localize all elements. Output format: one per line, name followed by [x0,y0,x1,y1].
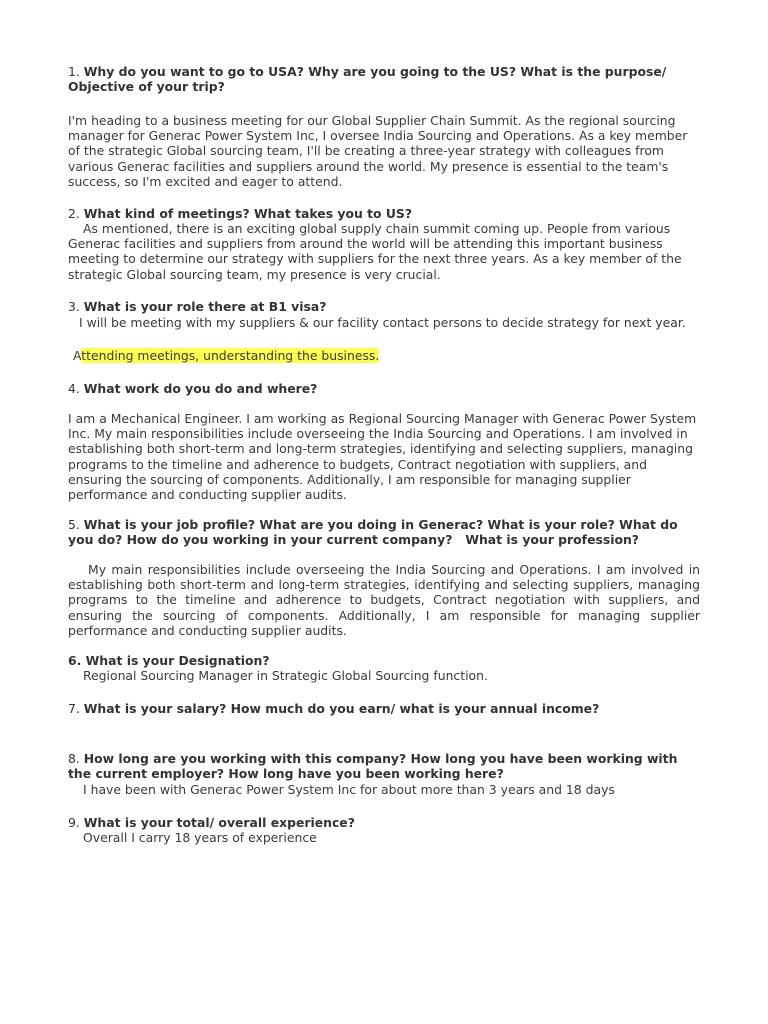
question-2-text: What kind of meetings? What takes you to US? [83,206,413,221]
answer-3-note [68,348,700,363]
answer-3-note-first-letter: A [73,348,82,363]
question-5 [68,517,700,547]
question-4 [68,381,700,396]
answer-4: I am a Mechanical Engineer. I am working as Regional Sourcing Manager with Generac Power System Inc. My main responsibilities include overseeing the India Sourcing and Operations. I am involved in establishing both short-term and long-term strategies, identifying and selecting suppliers, managing programs to the timeline and adherence to budgets, Contract negotiation with suppliers, and ensuring the sourcing of components. Additionally, I am responsible for managing supplier performance and conducting supplier audits. [68,411,697,503]
question-9 [68,815,700,830]
question-9-number: 9. [68,815,84,830]
question-9-text: What is your total/ overall experience? [83,815,355,830]
answer-9: Overall I carry 18 years of experience [83,830,317,845]
question-1-text: Why do you want to go to USA? Why are you going to the US? What is the purpose/ Objective of your trip? [68,64,667,95]
answer-2: As mentioned, there is an exciting global supply chain summit coming up. People from various Generac facilities and suppliers from around the world will be attending this important business meeting to determine our strategy with suppliers for the next three years. As a key member of the strategic Global sourcing team, my presence is very crucial. [68,221,682,282]
answer-8: I have been with Generac Power System Inc for about more than 3 years and 18 days [83,782,615,797]
question-3-number: 3. [68,299,84,314]
question-6: 6. What is your Designation? [68,653,270,668]
question-4-number: 4. [68,381,84,396]
question-5-text: What is your job profile? What are you doing in Generac? What is your role? What do you do? How do you working in your current company? What is your profession? [68,517,682,548]
question-8-text: How long are you working with this company? How long you have been working with the current employer? How long have you been working here? [68,751,678,782]
question-7 [68,701,700,716]
answer-3: I will be meeting with my suppliers & our facility contact persons to decide strategy for next year. [79,315,686,330]
question-5-number: 5. [68,517,84,532]
highlighted-text: ttending meetings, understanding the business. [81,348,380,363]
question-1 [68,64,700,94]
answer-6: Regional Sourcing Manager in Strategic Global Sourcing function. [83,668,488,683]
question-8 [68,751,700,781]
answer-5: My main responsibilities include overseeing the India Sourcing and Operations. I am involved in establishing both short-term and long-term strategies, identifying and selecting suppliers, managing programs to the timeline and adherence to budgets, Contract negotiation with suppliers, and ensuring the sourcing of components. Additionally, I am responsible for managing supplier performance and conducting supplier audits. [68,562,700,638]
question-1-number: 1. [68,64,84,79]
question-7-number: 7. [68,701,84,716]
question-8-number: 8. [68,751,84,766]
question-3-text: What is your role there at B1 visa? [83,299,327,314]
question-2-number: 2. [68,206,84,221]
question-7-text: What is your salary? How much do you earn/ what is your annual income? [83,701,600,716]
question-4-text: What work do you do and where? [83,381,318,396]
question-3 [68,299,700,314]
answer-1: I'm heading to a business meeting for our Global Supplier Chain Summit. As the regional sourcing manager for Generac Power System Inc, I oversee India Sourcing and Operations. As a key member of the strategic Global sourcing team, I'll be creating a three-year strategy with colleagues from various Generac facilities and suppliers around the world. My presence is essential to the team's success, so I'm excited and eager to attend. [68,113,688,189]
question-2 [68,206,700,221]
